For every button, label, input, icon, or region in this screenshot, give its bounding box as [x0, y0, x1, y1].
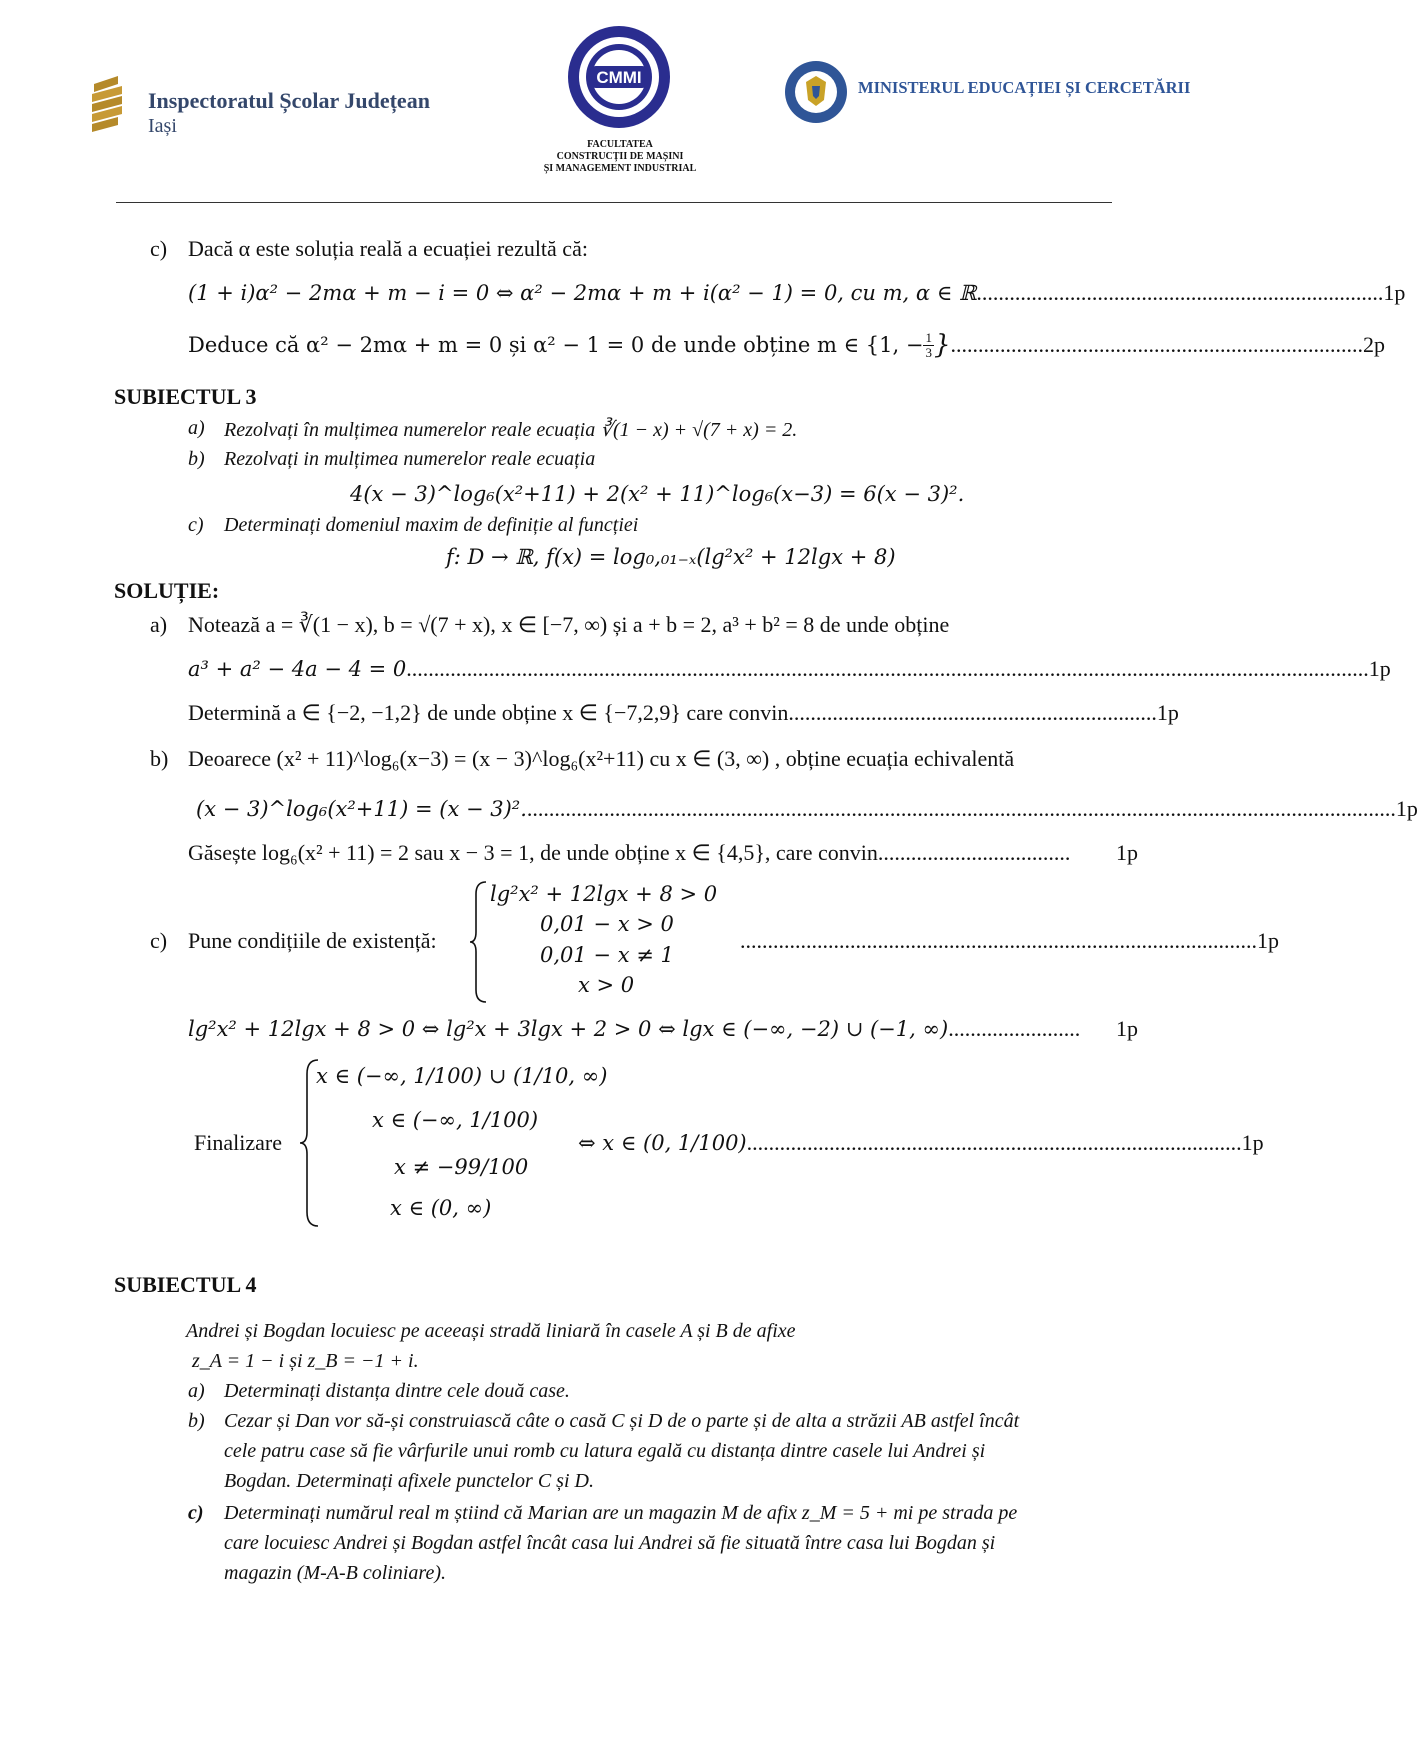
- final-condition: x ≠ −99/100: [394, 1155, 529, 1179]
- item-label: c): [150, 236, 168, 261]
- equation: Deduce că α² − 2mα + m = 0 și α² − 1 = 0 de unde obține m ∈ {1, −: [188, 333, 924, 357]
- points: 1p: [1116, 1016, 1138, 1041]
- item-text: Rezolvați in mulțimea numerelor reale ecuația: [224, 448, 596, 470]
- item-text: Determinați numărul real m știind că Marian are un magazin M de afix z_M = 5 + mi pe strada pe: [224, 1502, 1018, 1524]
- text: Găsește log₆(x² + 11) = 2 sau x − 3 = 1, de unde obține x ∈ {4,5}, care convin: [188, 840, 878, 865]
- solution-line: [188, 280, 1406, 306]
- points: 2p: [1363, 332, 1385, 357]
- header-divider: [116, 202, 1112, 203]
- dot-leader: ...........................................................................: [950, 332, 1363, 357]
- ministry-name: MINISTERUL EDUCAȚIEI ȘI CERCETĂRII: [858, 78, 1191, 97]
- item-label: b): [150, 746, 169, 771]
- isj-logo-icon: [88, 74, 128, 136]
- item-text: z_A = 1 − i și z_B = −1 + i.: [192, 1350, 419, 1372]
- dot-leader: ...................................................................: [788, 700, 1157, 725]
- section-title: SOLUȚIE:: [114, 578, 220, 603]
- solution-line: [188, 656, 1391, 682]
- item-label: b): [188, 448, 205, 470]
- item-label: b): [188, 1410, 205, 1432]
- points: 1p: [1257, 928, 1279, 953]
- system-brace: [468, 880, 490, 1004]
- solution-line: [188, 700, 1179, 726]
- solution-line: [188, 1016, 1138, 1042]
- section-title: SUBIECTUL 3: [114, 384, 257, 409]
- cmmi-logo: [566, 24, 672, 130]
- points: 1p: [1395, 796, 1418, 821]
- points: 1p: [1368, 656, 1391, 681]
- equation: f: D → ℝ, f(x) = log₀,₀₁₋ₓ(lg²x² + 12lgx + 8): [446, 545, 896, 569]
- dot-leader: ..............................................................................................: [740, 928, 1257, 953]
- item-text: Dacă α este soluția reală a ecuației rezultă că:: [188, 236, 588, 261]
- item-label: a): [188, 1380, 205, 1402]
- points: 1p: [1116, 840, 1138, 865]
- faculty-line: ȘI MANAGEMENT INDUSTRIAL: [543, 163, 697, 174]
- item-label: c): [150, 928, 168, 953]
- solution-line: [578, 1130, 1264, 1156]
- dot-leader: ..........................................................................................: [746, 1130, 1242, 1155]
- fraction: $\frac{1}{3}$: [925, 329, 932, 360]
- dot-leader: ...............................................................................................................................................................................: [406, 656, 1369, 681]
- condition: 0,01 − x ≠ 1: [540, 943, 674, 967]
- item-text: cele patru case să fie vârfurile unui romb cu latura egală cu distanța dintre casele lui Andrei și: [224, 1440, 986, 1462]
- solution-line: [196, 796, 1418, 822]
- faculty-line: CONSTRUCȚII DE MAȘINI: [556, 151, 684, 162]
- equation: 4(x − 3)^log₆(x²+11) + 2(x² + 11)^log₆(x−3) = 6(x − 3)².: [350, 482, 965, 506]
- final-condition: x ∈ (−∞, 1/100) ∪ (1/10, ∞): [316, 1064, 608, 1088]
- dot-leader: ..............................................................................................................................................................: [526, 796, 1396, 821]
- isj-city: Iași: [148, 115, 177, 137]
- equation: (1 + i)α² − 2mα + m − i = 0 ⇔ α² − 2mα + m + i(α² − 1) = 0, cu m, α ∈ ℝ: [188, 281, 977, 305]
- equation: (x − 3)^log₆(x²+11) = (x − 3)².: [196, 797, 527, 821]
- condition: x > 0: [578, 973, 635, 997]
- final-condition: x ∈ (0, ∞): [390, 1196, 492, 1220]
- equation: a³ + a² − 4a − 4 = 0: [188, 657, 407, 681]
- item-text: Rezolvați în mulțimea numerelor reale ecuația ∛(1 − x) + √(7 + x) = 2.: [224, 419, 798, 441]
- equation: lg²x² + 12lgx + 8 > 0 ⇔ lg²x + 3lgx + 2 > 0 ⇔ lgx ∈ (−∞, −2) ∪ (−1, ∞): [188, 1017, 949, 1041]
- condition: 0,01 − x > 0: [540, 912, 674, 936]
- item-text: Andrei și Bogdan locuiesc pe aceeași stradă liniară în casele A și B de afixe: [186, 1320, 796, 1342]
- item-text: Cezar și Dan vor să-și construiască câte o casă C și D de o parte și de alta a străzii AB astfel încât: [224, 1410, 1020, 1432]
- item-label: c): [188, 1502, 204, 1524]
- item-text: Determinați distanța dintre cele două case.: [224, 1380, 570, 1402]
- item-text: Determinați domeniul maxim de definiție al funcției: [224, 514, 639, 536]
- points: 1p: [1383, 280, 1406, 305]
- item-label: c): [188, 514, 204, 536]
- brace-close: }: [933, 330, 951, 360]
- solution-line: [188, 329, 1385, 360]
- dot-leader: ...................................: [877, 840, 1071, 865]
- cmmi-logo-text: CMMI: [596, 68, 642, 87]
- item-text: Bogdan. Determinați afixele punctelor C și D.: [224, 1470, 594, 1492]
- item-text: Notează a = ∛(1 − x), b = √(7 + x), x ∈ [−7, ∞) și a + b = 2, a³ + b² = 8 de unde obține: [188, 612, 950, 637]
- final-condition: x ∈ (−∞, 1/100): [372, 1108, 539, 1132]
- final-label: Finalizare: [194, 1130, 282, 1155]
- isj-name: Inspectoratul Școlar Județean: [148, 88, 430, 113]
- faculty-line: FACULTATEA: [587, 139, 653, 150]
- item-label: a): [150, 612, 168, 637]
- item-text: Pune condițiile de existență:: [188, 928, 437, 953]
- faculty-caption: [520, 139, 720, 175]
- section-title: SUBIECTUL 4: [114, 1272, 257, 1297]
- condition: lg²x² + 12lgx + 8 > 0: [490, 882, 718, 906]
- points: 1p: [1156, 700, 1179, 725]
- item-text: Deoarece (x² + 11)^log₆(x−3) = (x − 3)^log₆(x²+11) cu x ∈ (3, ∞) , obține ecuația echivalentă: [188, 746, 1015, 771]
- equation: ⇔ x ∈ (0, 1/100): [578, 1131, 747, 1155]
- solution-line: [740, 928, 1279, 954]
- item-text: magazin (M-A-B coliniare).: [224, 1562, 446, 1584]
- item-label: a): [188, 417, 205, 439]
- government-seal-icon: [784, 60, 848, 124]
- points: 1p: [1241, 1130, 1264, 1155]
- item-text: care locuiesc Andrei și Bogdan astfel încât casa lui Andrei să fie situată între casa lui Bogdan și: [224, 1532, 996, 1554]
- solution-line: [188, 840, 1138, 866]
- dot-leader: ..........................................................................: [976, 280, 1384, 305]
- dot-leader: ........................: [948, 1016, 1081, 1041]
- text: Determină a ∈ {−2, −1,2} de unde obține x ∈ {−7,2,9} care convin: [188, 700, 789, 725]
